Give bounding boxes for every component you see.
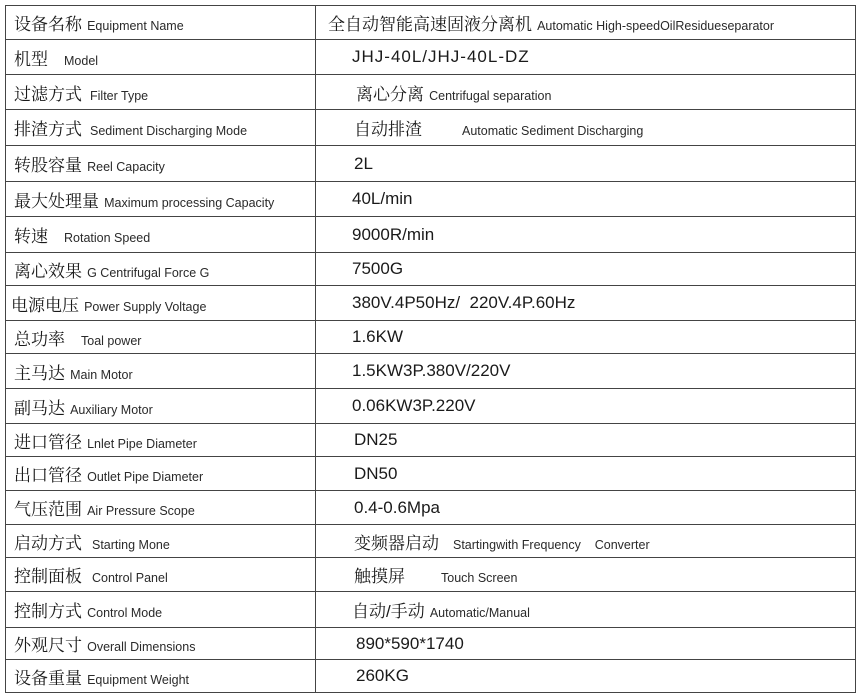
row-label-cell	[6, 110, 316, 146]
value-text: 40L/min	[352, 189, 413, 208]
row-label-cell	[6, 75, 316, 110]
label-zh: 出口管径	[14, 466, 82, 486]
label-zh: 主马达	[14, 363, 65, 384]
value-text: 380V.4P50Hz/ 220V.4P.60Hz	[352, 293, 576, 312]
label-en: Rotation Speed	[64, 231, 151, 245]
label-en: Sediment Discharging Mode	[90, 124, 248, 138]
row-label-cell	[6, 6, 316, 40]
row-value-cell	[316, 628, 856, 660]
row-value-cell	[316, 6, 856, 40]
label-zh: 进口管径	[14, 432, 82, 453]
table-row	[6, 40, 856, 75]
label-en: Overall Dimensions	[87, 640, 196, 654]
row-label-cell	[6, 457, 316, 491]
row-value-cell	[316, 525, 856, 558]
value-en: Touch Screen	[441, 571, 518, 585]
row-label-cell	[6, 286, 316, 321]
table-row	[6, 217, 856, 253]
table-row	[6, 321, 856, 354]
label-zh: 转速	[14, 227, 48, 247]
table-row	[6, 110, 856, 146]
row-value-cell	[316, 110, 856, 146]
value-en: Automatic High-speedOilResidueseparator	[537, 19, 775, 33]
table-row	[6, 628, 856, 660]
row-value-cell	[316, 660, 856, 693]
row-label-cell	[6, 354, 316, 389]
table-row	[6, 491, 856, 525]
row-label-cell	[6, 146, 316, 182]
label-en: G Centrifugal Force G	[87, 265, 210, 280]
value-text: 0.06KW3P.220V	[352, 396, 476, 415]
label-en: Control Panel	[92, 571, 168, 585]
row-label-cell	[6, 217, 316, 253]
table-row	[6, 389, 856, 424]
value-en: Centrifugal separation	[429, 88, 552, 103]
label-zh: 外观尺寸	[14, 636, 82, 656]
row-value-cell	[316, 389, 856, 424]
label-zh: 设备重量	[14, 668, 82, 689]
value-text: 变频器启动	[354, 533, 439, 553]
value-en: Automatic Sediment Discharging	[462, 124, 644, 138]
table-row	[6, 253, 856, 286]
value-text: DN50	[354, 463, 398, 483]
row-value-cell	[316, 491, 856, 525]
value-en: Startingwith Frequency Converter	[453, 537, 650, 552]
table-row	[6, 424, 856, 457]
row-value-cell	[316, 182, 856, 217]
label-zh: 转股容量	[14, 156, 82, 176]
label-en: Main Motor	[70, 367, 133, 382]
value-en: Automatic/Manual	[429, 606, 530, 620]
label-en: Equipment Weight	[87, 672, 190, 687]
label-zh: 控制方式	[14, 602, 82, 622]
row-label-cell	[6, 525, 316, 558]
value-text: 7500G	[352, 259, 404, 278]
value-text: 触摸屏	[354, 567, 405, 586]
row-label-cell	[6, 592, 316, 628]
table-row	[6, 558, 856, 592]
row-label-cell	[6, 321, 316, 354]
value-text: 1.6KW	[352, 327, 404, 346]
label-en: Maximum processing Capacity	[104, 195, 275, 210]
row-label-cell	[6, 424, 316, 457]
label-en: Filter Type	[90, 88, 149, 103]
row-label-cell	[6, 491, 316, 525]
label-zh: 电源电压	[11, 295, 79, 316]
label-zh: 控制面板	[14, 567, 82, 587]
label-en: Lnlet Pipe Diameter	[87, 436, 197, 451]
value-text: 2L	[354, 153, 373, 173]
label-zh: 副马达	[14, 398, 65, 419]
row-value-cell	[316, 253, 856, 286]
row-value-cell	[316, 286, 856, 321]
value-text: 全自动智能高速固液分离机	[328, 15, 532, 34]
table-row	[6, 75, 856, 110]
label-zh: 气压范围	[14, 500, 82, 520]
label-zh: 排渣方式	[14, 120, 82, 140]
label-en: Reel Capacity	[87, 160, 165, 174]
value-text: DN25	[354, 430, 398, 449]
table-row	[6, 525, 856, 558]
row-value-cell	[316, 424, 856, 457]
value-text: JHJ-40L/JHJ-40L-DZ	[352, 47, 530, 66]
row-value-cell	[316, 457, 856, 491]
value-text: 离心分离	[356, 84, 424, 104]
row-value-cell	[316, 40, 856, 75]
label-zh: 总功率	[14, 329, 65, 350]
value-text: 260KG	[356, 666, 409, 685]
table-row	[6, 354, 856, 389]
label-en: Outlet Pipe Diameter	[87, 470, 204, 484]
label-zh: 启动方式	[14, 533, 82, 554]
label-en: Power Supply Voltage	[84, 299, 207, 314]
row-value-cell	[316, 75, 856, 110]
label-en: Air Pressure Scope	[87, 504, 195, 518]
label-zh: 机型	[14, 49, 48, 70]
value-text: 自动/手动	[352, 602, 425, 621]
row-value-cell	[316, 592, 856, 628]
row-label-cell	[6, 558, 316, 592]
table-row	[6, 286, 856, 321]
row-label-cell	[6, 182, 316, 217]
spec-table	[5, 5, 856, 693]
label-zh: 最大处理量	[14, 191, 99, 212]
table-row	[6, 146, 856, 182]
table-row	[6, 6, 856, 40]
row-label-cell	[6, 389, 316, 424]
table-row	[6, 182, 856, 217]
label-en: Equipment Name	[87, 19, 184, 33]
value-text: 9000R/min	[352, 224, 435, 244]
label-zh: 设备名称	[14, 15, 82, 35]
value-text: 自动排渣	[354, 120, 422, 139]
row-label-cell	[6, 40, 316, 75]
label-zh: 离心效果	[14, 261, 82, 282]
row-label-cell	[6, 660, 316, 693]
row-value-cell	[316, 217, 856, 253]
label-en: Toal power	[81, 333, 142, 348]
row-label-cell	[6, 253, 316, 286]
value-text: 1.5KW3P.380V/220V	[352, 361, 511, 380]
label-en: Control Mode	[87, 606, 163, 620]
table-row	[6, 660, 856, 693]
row-value-cell	[316, 321, 856, 354]
table-row	[6, 457, 856, 491]
row-value-cell	[316, 354, 856, 389]
value-text: 890*590*1740	[356, 633, 464, 653]
row-label-cell	[6, 628, 316, 660]
label-en: Starting Mone	[92, 537, 170, 552]
table-row	[6, 592, 856, 628]
label-en: Auxiliary Motor	[70, 402, 153, 417]
label-zh: 过滤方式	[14, 84, 82, 105]
row-value-cell	[316, 146, 856, 182]
row-value-cell	[316, 558, 856, 592]
value-text: 0.4-0.6Mpa	[354, 497, 440, 517]
label-en: Model	[64, 53, 99, 68]
